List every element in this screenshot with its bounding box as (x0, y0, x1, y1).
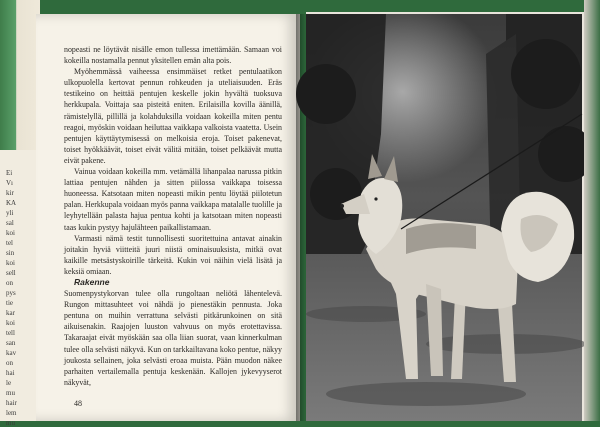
underlying-word: koi (6, 259, 15, 267)
underlying-word: sal (6, 219, 14, 227)
underlying-word: kav (6, 349, 17, 357)
section-heading: Rakenne (74, 276, 110, 287)
paragraph: Vainua voidaan kokeilla mm. vetämällä lihanpalaa narussa pitkin lattiaa pentujen nähden ja sitten piilossa vaikkapa toisessa huoneessa. Katsotaan miten nopeasti mikin pentu löytää piilotetun palan. Herkkupala voidaan myös panna vaikkapa matalalle tuolille ja leyhytellään palasta hajua pentua kohti ja katsotaan miten nopeasti taas kukin pystyy hajulähteen paikallistamaan. (64, 167, 283, 232)
paragraph: Varmasti nämä testit tunnollisesti suoritettuina antavat ainakin joitakin hyviä viitteitä juuri niistä ominaisuuksista, mitkä ovat kaikille metsästyskoirille tärkeitä. Kukin voi näihin vielä lisätä ja keksiä omiaan. (64, 233, 282, 276)
underlying-word: koi (6, 229, 15, 237)
underlying-word: Ei (6, 169, 13, 177)
underlying-word: koi (6, 319, 15, 327)
paragraph: Suomenpystykorvan tulee olla rungoltaan neliötä lähentelevä. Rungon mittasuhteet voi nähdä jo pienestäkin pennusta. Joka pentuna on muihin verrattuna selvästi pitkärunkoinen on sitä aikuisenakin. Raajojen luuston vahvuus on myös erotettavissa. Takaraajat eivät myöskään saa olla liian suorat, vaan kinnerkulman tulee olla selvästi näkyvä. Kun on tarkkailtavana koko pentue, näkyy joukosta sellainen, joka selvästi eroaa muista. Pään muodon näkee parhaiten vertailemalla pentuja keskenään. Kallojen jykevyyserot näkyvät, (64, 289, 282, 387)
paragraph: nopeasti ne löytävät nisälle emon tullessa imettämään. Samaan voi kokeilla nostamalla pennut yksitellen emän alta pois. (64, 45, 282, 66)
underlying-word: kar (6, 309, 15, 317)
underlying-word: tie (6, 299, 13, 307)
right-page (306, 12, 584, 421)
underlying-word: KA (6, 199, 17, 207)
page-edge (584, 0, 600, 421)
underlying-word: kir (6, 189, 14, 197)
left-page (36, 14, 300, 421)
dog-photo (306, 14, 582, 421)
page-number: 48 (74, 399, 82, 408)
dog-photo-illustration (306, 14, 582, 421)
underlying-word: sin (6, 249, 15, 257)
underlying-word: Vı (6, 179, 13, 187)
underlying-word: mu (6, 419, 15, 427)
underlying-word: on (6, 359, 13, 367)
underlying-word: san (6, 339, 16, 347)
paragraph: Myöhemmässä vaiheessa ensimmäiset retket pentulaatikon ulkopuolella kertovat pennun rohkeuden ja uteliaisuuden. Eräs testikeino on heittää pentujen keskelle jokin hyvältä tuoksuva herkkupala. Voittaja saa pisteitä eniten. Erilaisilla kovilla äänillä, rämistelyllä, pillillä ja kolahduksilla voidaan kokeilla miten pentu reagoi, myöskin voidaan heiluttaa vaikkapa valkoista vaatetta. Usein pentujen käyttäytymisessä on melkoisia eroja. Toiset pakenevat, toiset hyökkäävät, toiset eivät välitä mitään, toiset pelkäävät mutta eivät pakene. (64, 67, 282, 165)
underlying-word: hai (6, 369, 15, 377)
underlying-word: on (6, 279, 13, 287)
underlying-word: mu (6, 389, 15, 397)
underlying-word: sell (6, 269, 16, 277)
underlying-word: tell (6, 329, 15, 337)
underlying-word: pys (6, 289, 16, 297)
underlying-word: yli (6, 209, 14, 217)
body-text (64, 44, 282, 388)
underlying-word: le (6, 379, 12, 387)
underlying-word: lem (6, 409, 17, 417)
underlying-word: hair (6, 399, 17, 407)
underlying-word: tel (6, 239, 13, 247)
underlying-page (0, 150, 40, 427)
